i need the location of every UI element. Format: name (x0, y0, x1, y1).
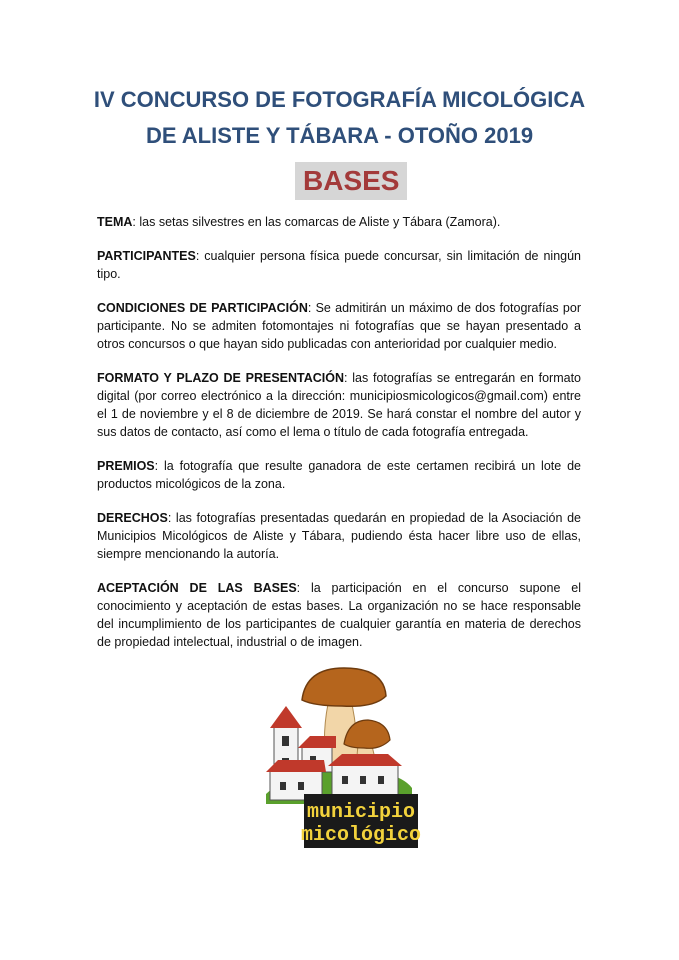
logo-text-line-2: micológico (300, 824, 422, 847)
section-formato (97, 369, 581, 441)
section-text: : cualquier persona física puede concursar, sin limitación de ningún tipo. (97, 249, 581, 281)
mushroom-cap (302, 668, 386, 706)
tower-roof (270, 706, 302, 728)
rules-body (97, 213, 581, 667)
section-label: PREMIOS (97, 459, 155, 473)
section-label: ACEPTACIÓN DE LAS BASES (97, 581, 297, 595)
municipio-micologico-logo (262, 664, 422, 850)
section-text: : la fotografía que resulte ganadora de este certamen recibirá un lote de productos micológicos de la zona. (97, 459, 581, 491)
section-label: CONDICIONES DE PARTICIPACIÓN (97, 301, 308, 315)
section-text: : las fotografías se entregarán en formato digital (por correo electrónico a la dirección: municipiosmicologicos@gmail.com) entre el 1 de noviembre y el 8 de diciembre de 2019. Se hará constar el nombre del autor y sus datos de contacto, así como el lema o título de cada fotografía entregada. (97, 371, 582, 439)
section-label: FORMATO Y PLAZO DE PRESENTACIÓN (97, 371, 345, 385)
section-premios (97, 457, 581, 493)
section-aceptacion (97, 579, 581, 651)
document-title (0, 82, 679, 154)
house-roof (298, 736, 336, 748)
section-text: : las fotografías presentadas quedarán en propiedad de la Asociación de Municipios Micológicos de Aliste y Tábara, pudiendo ésta hacer libre uso de ellas, siempre mencionando la autoría. (97, 511, 581, 561)
title-line-2: DE ALISTE Y TÁBARA - OTOÑO 2019 (145, 123, 534, 148)
title-line-1: IV CONCURSO DE FOTOGRAFÍA MICOLÓGICA (93, 87, 586, 112)
section-tema (97, 213, 581, 231)
section-derechos (97, 509, 581, 563)
section-label: PARTICIPANTES (97, 249, 196, 263)
section-text: : la participación en el concurso supone el conocimiento y aceptación de estas bases. La organización no se hace responsable del incumplimiento de los participantes de cualquier garantía en materia de derechos de propiedad intelectual, industrial o de imagen. (97, 581, 581, 649)
logo-text-line-1: municipio (306, 801, 416, 824)
section-text: : las setas silvestres en las comarcas de Aliste y Tábara (Zamora). (132, 215, 501, 229)
section-label: DERECHOS (97, 511, 168, 525)
section-condiciones (97, 299, 581, 353)
bases-heading: BASES (295, 162, 407, 200)
section-label: TEMA (97, 215, 133, 229)
section-participantes (97, 247, 581, 283)
section-text: : Se admitirán un máximo de dos fotografías por participante. No se admiten fotomontajes ni fotografías que se hayan presentado a otros concursos o que hayan sido publicadas con anterioridad por cualquier medio. (97, 301, 581, 351)
